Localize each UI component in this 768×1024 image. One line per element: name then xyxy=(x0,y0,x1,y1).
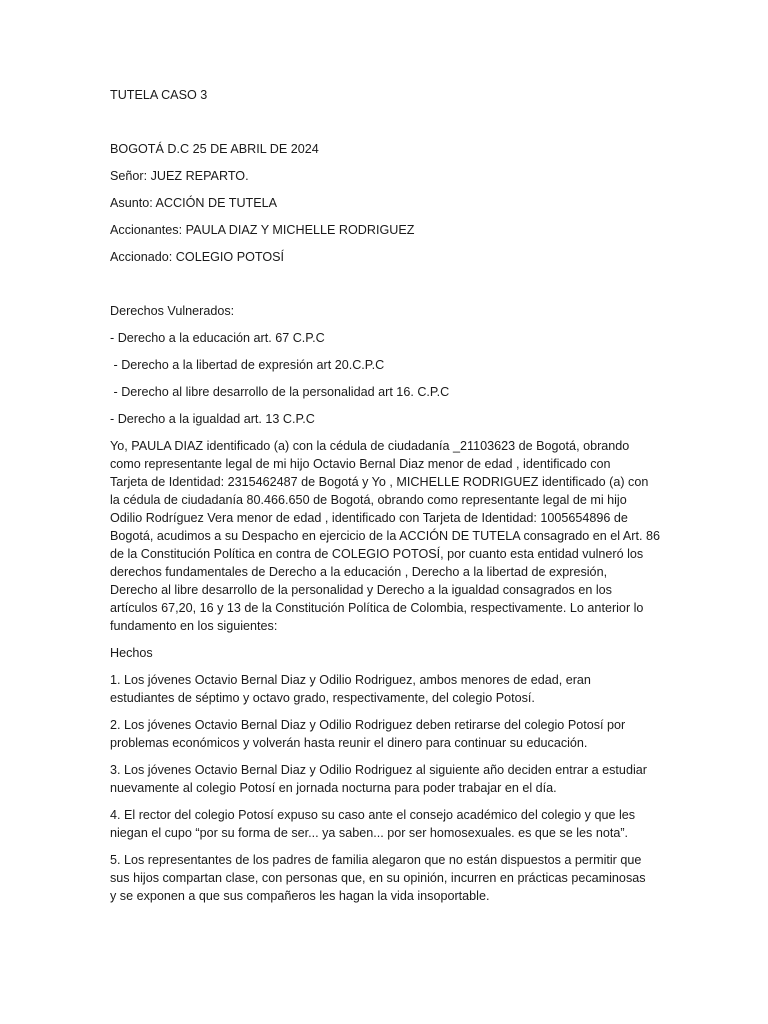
rights-item: - Derecho a la igualdad art. 13 C.P.C xyxy=(110,412,315,426)
intro-line: de la Constitución Política en contra de COLEGIO POTOSÍ, por cuanto esta entidad vulneró los xyxy=(110,547,644,561)
fact-line: 4. El rector del colegio Potosí expuso su caso ante el consejo académico del colegio y que les xyxy=(110,808,636,822)
document-title: TUTELA CASO 3 xyxy=(110,88,208,102)
fact-line: 5. Los representantes de los padres de familia alegaron que no están dispuestos a permitir que xyxy=(110,853,642,867)
spacer xyxy=(110,239,662,248)
rights-heading: Derechos Vulnerados: xyxy=(110,304,235,318)
intro-line: Derecho al libre desarrollo de la personalidad y Derecho a la igualdad consagrados en los xyxy=(110,583,612,597)
spacer xyxy=(110,635,662,644)
spacer xyxy=(110,662,662,671)
fact-item xyxy=(110,716,662,752)
rights-item: - Derecho a la libertad de expresión art 20.C.P.C xyxy=(110,358,385,372)
spacer xyxy=(110,797,662,806)
intro-paragraph xyxy=(110,437,662,635)
document-body xyxy=(110,86,662,905)
facts-heading: Hechos xyxy=(110,646,153,660)
spacer xyxy=(110,401,662,410)
spacer xyxy=(110,212,662,221)
spacer xyxy=(110,428,662,437)
intro-line: fundamento en los siguientes: xyxy=(110,619,278,633)
spacer xyxy=(110,374,662,383)
intro-line: Odilio Rodríguez Vera menor de edad , identificado con Tarjeta de Identidad: 1005654896 de xyxy=(110,511,628,525)
fact-item xyxy=(110,851,662,905)
date-line: BOGOTÁ D.C 25 DE ABRIL DE 2024 xyxy=(110,142,319,156)
fact-line: estudiantes de séptimo y octavo grado, respectivamente, del colegio Potosí. xyxy=(110,691,535,705)
recipient-line: Señor: JUEZ REPARTO. xyxy=(110,169,249,183)
spacer xyxy=(110,842,662,851)
fact-item xyxy=(110,671,662,707)
spacer xyxy=(110,320,662,329)
intro-line: derechos fundamentales de Derecho a la educación , Derecho a la libertad de expresión, xyxy=(110,565,608,579)
spacer xyxy=(110,347,662,356)
spacer xyxy=(110,752,662,761)
subject-line: Asunto: ACCIÓN DE TUTELA xyxy=(110,196,278,210)
intro-line: Bogotá, acudimos a su Despacho en ejercicio de la ACCIÓN DE TUTELA consagrado en el Art. 86 xyxy=(110,529,660,543)
fact-item xyxy=(110,761,662,797)
spacer xyxy=(110,707,662,716)
intro-line: artículos 67,20, 16 y 13 de la Constitución Política de Colombia, respectivamente. Lo anterior lo xyxy=(110,601,644,615)
rights-item: - Derecho a la educación art. 67 C.P.C xyxy=(110,331,325,345)
fact-line: problemas económicos y volverán hasta reunir el dinero para continuar su educación. xyxy=(110,736,588,750)
fact-line: niegan el cupo “por su forma de ser... ya saben... por ser homosexuales. es que se les nota”. xyxy=(110,826,629,840)
intro-line: la cédula de ciudadanía 80.466.650 de Bogotá, obrando como representante legal de mi hijo xyxy=(110,493,627,507)
defendant-line: Accionado: COLEGIO POTOSÍ xyxy=(110,250,285,264)
spacer xyxy=(110,185,662,194)
intro-line: como representante legal de mi hijo Octavio Bernal Diaz menor de edad , identificado con xyxy=(110,457,611,471)
fact-line: 3. Los jóvenes Octavio Bernal Diaz y Odilio Rodriguez al siguiente año deciden entrar a estudiar xyxy=(110,763,647,777)
intro-line: Yo, PAULA DIAZ identificado (a) con la cédula de ciudadanía _21103623 de Bogotá, obrando xyxy=(110,439,630,453)
rights-item: - Derecho al libre desarrollo de la personalidad art 16. C.P.C xyxy=(110,385,450,399)
intro-line: Tarjeta de Identidad: 2315462487 de Bogotá y Yo , MICHELLE RODRIGUEZ identificado (a) con xyxy=(110,475,649,489)
fact-line: 1. Los jóvenes Octavio Bernal Diaz y Odilio Rodriguez, ambos menores de edad, eran xyxy=(110,673,591,687)
spacer xyxy=(110,158,662,167)
fact-line: y se exponen a que sus compañeros les hagan la vida insoportable. xyxy=(110,889,490,903)
fact-line: 2. Los jóvenes Octavio Bernal Diaz y Odilio Rodriguez deben retirarse del colegio Potosí por xyxy=(110,718,626,732)
fact-line: nuevamente al colegio Potosí en jornada nocturna para poder trabajar en el día. xyxy=(110,781,557,795)
fact-item xyxy=(110,806,662,842)
fact-line: sus hijos compartan clase, con personas que, en su opinión, incurren en prácticas pecaminosas xyxy=(110,871,646,885)
plaintiffs-line: Accionantes: PAULA DIAZ Y MICHELLE RODRIGUEZ xyxy=(110,223,415,237)
spacer xyxy=(110,266,662,302)
spacer xyxy=(110,104,662,140)
